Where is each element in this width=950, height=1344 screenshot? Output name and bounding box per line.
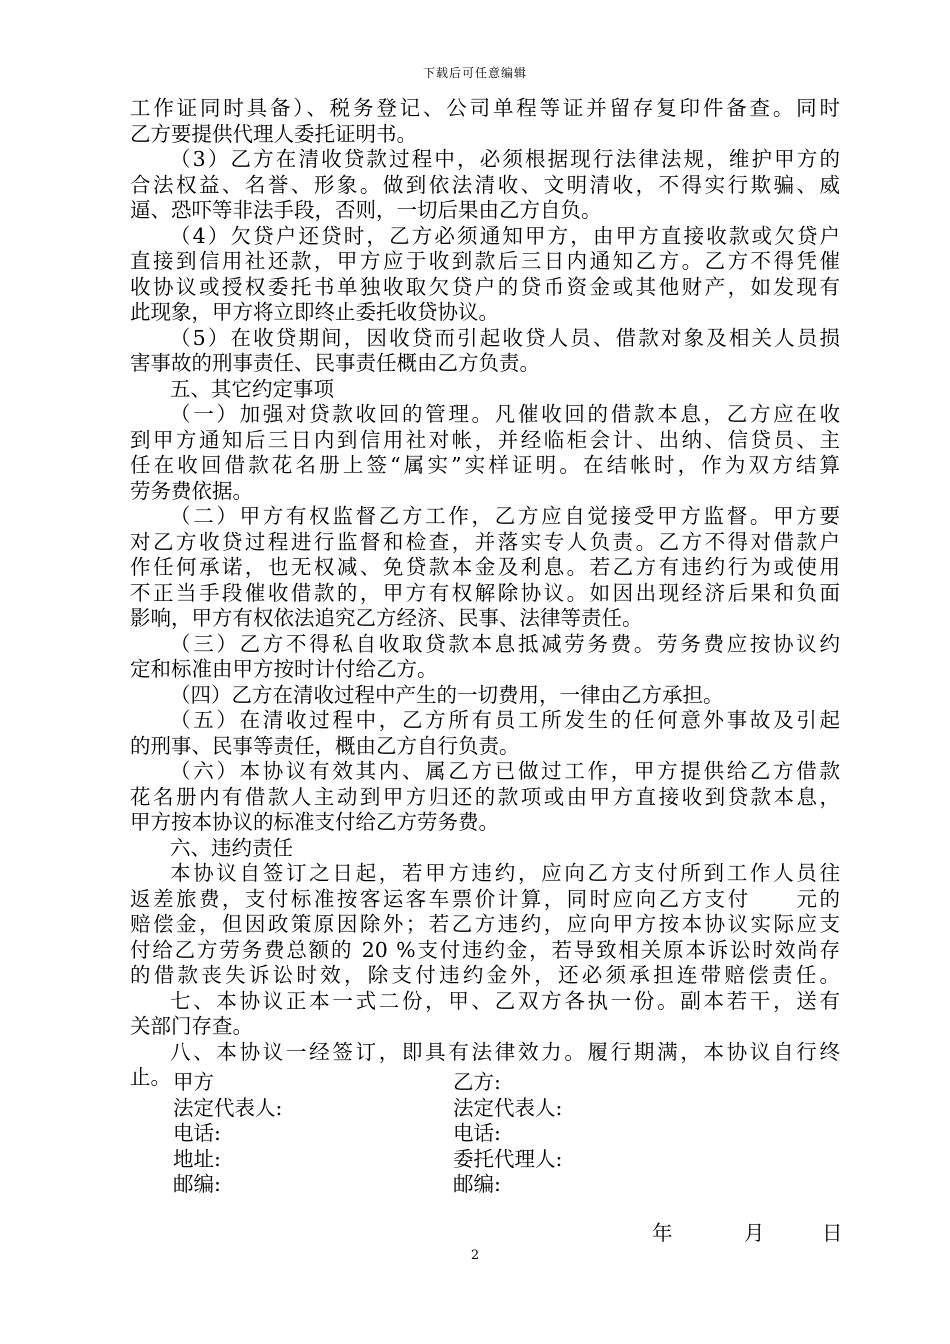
text-line: 害事故的刑事责任、民事责任概由乙方负责。: [130, 351, 540, 375]
text-line: 止。: [130, 1065, 171, 1089]
text-line: 直接到信用社还款，甲方应于收到款后三日内通知乙方。乙方不得凭催: [130, 249, 840, 273]
page-header: 下载后可任意编辑: [422, 66, 527, 80]
section-heading: 五、其它约定事项: [170, 376, 334, 401]
text-line: 对乙方收贷过程进行监督和检查，并落实专人负责。乙方不得对借款户: [130, 529, 840, 554]
text-line: （二）甲方有权监督乙方工作，乙方应自觉接受甲方监督。甲方要: [170, 504, 840, 528]
text-line: 工作证同时具备）、税务登记、公司单程等证并留存复印件备查。同时: [130, 96, 840, 120]
text-line: 关部门存查。: [130, 1014, 253, 1038]
text-line: 赔偿金，但因政策原因除外；若乙方违约，应向甲方按本协议实际应支: [130, 912, 840, 936]
text-line: 的借款丧失诉讼时效，除支付违约金外，还必须承担连带赔偿责任。: [130, 963, 840, 987]
date-month: 月: [744, 1221, 765, 1245]
text-line: （五）在清收过程中，乙方所有员工所发生的任何意外事故及引起: [170, 708, 840, 732]
text-line: （5）在收贷期间，因收贷而引起收贷人员、借款对象及相关人员损: [170, 325, 840, 350]
party-b-agent: 委托代理人:: [453, 1146, 563, 1171]
text-line: 任在收回借款花名册上签“属实”实样证明。在结帐时，作为双方结算: [130, 453, 840, 477]
signature-block: [173, 1070, 773, 1198]
date-year: 年: [652, 1221, 673, 1245]
text-line: 劳务费依据。: [130, 478, 253, 503]
document-body: [130, 96, 840, 1091]
party-a-label: 甲方: [173, 1070, 214, 1094]
text-line: 八、本协议一经签订，即具有法律效力。履行期满，本协议自行终: [170, 1039, 840, 1064]
party-a-legal-rep: 法定代表人:: [173, 1095, 283, 1120]
text-line: 合法权益、名誉、形象。做到依法清收、文明清收，不得实行欺骗、威: [130, 172, 840, 197]
text-line: 影响，甲方有权依法追究乙方经济、民事、法律等责任。: [130, 606, 643, 630]
text-line: 收协议或授权委托书单独收取欠贷户的贷币资金或其他财产，如发现有: [130, 274, 840, 299]
party-b-legal-rep: 法定代表人:: [453, 1095, 563, 1120]
party-b-label: 乙方:: [453, 1070, 501, 1094]
page-number: 2: [470, 1248, 480, 1263]
text-line: 付给乙方劳务费总额的 20 %支付违约金，若导致相关原本诉讼时效尚存: [130, 937, 840, 962]
text-line: 甲方按本协议的标准支付给乙方劳务费。: [130, 810, 499, 834]
text-line: （六）本协议有效其内、属乙方已做过工作，甲方提供给乙方借款: [170, 759, 840, 783]
text-line: 不正当手段催收借款的，甲方有权解除协议。如因出现经济后果和负面: [130, 580, 840, 605]
text-line: 七、本协议正本一式二份，甲、乙双方各执一份。副本若干，送有: [170, 988, 840, 1013]
text-line: 此现象，甲方将立即终止委托收贷协议。: [130, 300, 499, 324]
text-line: （一）加强对贷款收回的管理。凡催收回的借款本息，乙方应在收: [170, 402, 840, 426]
text-line: 乙方要提供代理人委托证明书。: [130, 121, 417, 146]
party-a-phone: 电话:: [173, 1121, 221, 1145]
text-line: 的刑事、民事等责任，概由乙方自行负责。: [130, 733, 520, 758]
text-line: 到甲方通知后三日内到信用社对帐，并经临柜会计、出纳、信贷员、主: [130, 427, 840, 452]
text-line: 本协议自签订之日起，若甲方违约，应向乙方支付所到工作人员往: [170, 861, 840, 885]
text-line: 定和标准由甲方按时计付给乙方。: [130, 657, 438, 681]
text-line: 返差旅费，支付标准按客运客车票价计算，同时应向乙方支付 元的: [130, 886, 840, 911]
text-line: 作任何承诺，也无权减、免贷款本金及利息。若乙方有违约行为或使用: [130, 555, 840, 579]
text-line: （4）欠贷户还贷时，乙方必须通知甲方，由甲方直接收款或欠贷户: [170, 223, 840, 248]
party-b-phone: 电话:: [453, 1121, 501, 1145]
text-line: （三）乙方不得私自收取贷款本息抵减劳务费。劳务费应按协议约: [170, 631, 840, 656]
text-line: 花名册内有借款人主动到甲方归还的款项或由甲方直接收到贷款本息，: [130, 784, 840, 809]
party-a-address: 地址:: [173, 1146, 221, 1171]
date-day: 日: [822, 1221, 843, 1245]
text-line: 逼、恐吓等非法手段，否则，一切后果由乙方自负。: [130, 198, 602, 222]
section-heading: 六、违约责任: [170, 835, 293, 860]
text-line: （3）乙方在清收贷款过程中，必须根据现行法律法规，维护甲方的: [170, 147, 840, 171]
party-b-postcode: 邮编:: [453, 1172, 501, 1196]
party-a-postcode: 邮编:: [173, 1172, 221, 1196]
text-line: （四）乙方在清收过程中产生的一切费用，一律由乙方承担。: [170, 682, 724, 707]
